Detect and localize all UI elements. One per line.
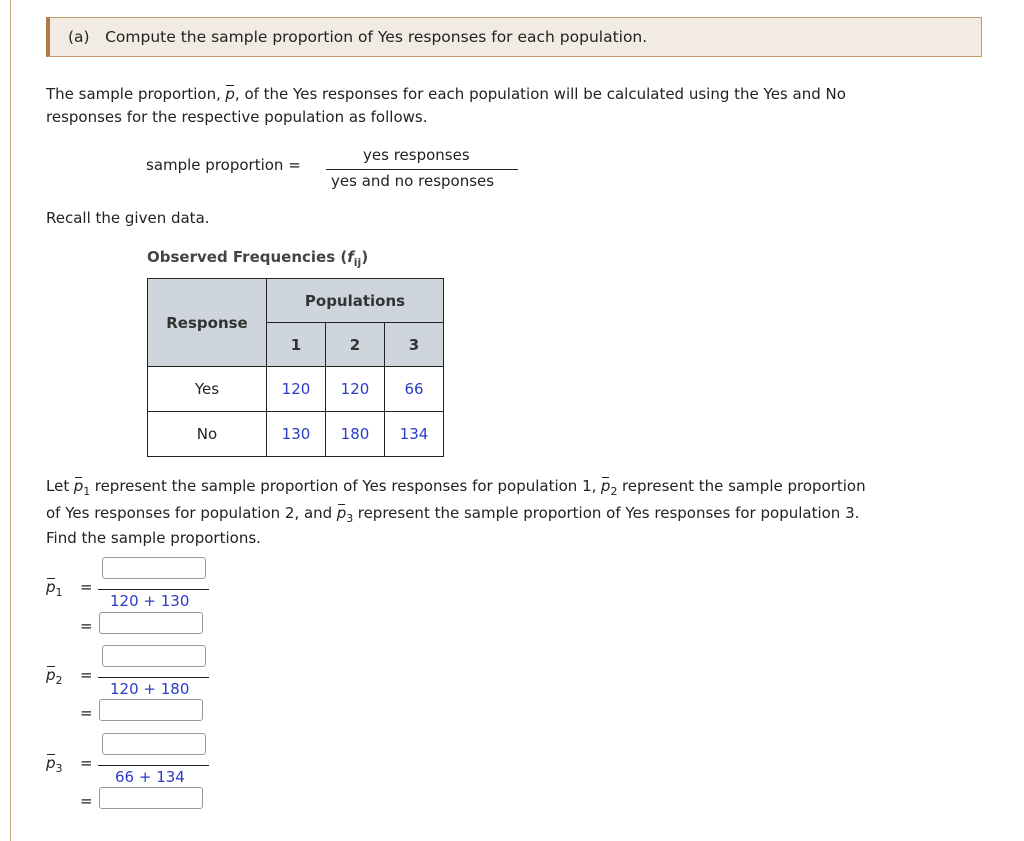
intro-text-b: , of the Yes responses for each population will be calculated using the Yes and No: [234, 85, 846, 103]
equals-sign: =: [80, 666, 93, 684]
p-subscript: 1: [55, 586, 63, 599]
column-header: 2: [326, 323, 385, 367]
p3-result-input[interactable]: [99, 787, 203, 809]
row-label: Yes: [148, 367, 267, 412]
part-label: (a): [68, 28, 90, 46]
cell: 120: [267, 367, 326, 412]
p3-denominator: 66 + 134: [115, 768, 185, 786]
populations-header: Populations: [267, 279, 444, 323]
fraction-line: [98, 589, 209, 590]
row-label: No: [148, 412, 267, 457]
cell: 130: [267, 412, 326, 457]
p-bar-symbol: p: [46, 666, 56, 684]
p-subscript: 2: [55, 674, 63, 687]
fraction-line: [98, 677, 209, 678]
p-bar-symbol: p: [46, 754, 56, 772]
p3-label: [46, 753, 63, 775]
equals-sign: =: [80, 754, 93, 772]
table-row: [148, 367, 444, 412]
p-bar-symbol: p: [336, 504, 347, 522]
cell: 66: [385, 367, 444, 412]
p-bar-symbol: p: [225, 85, 235, 103]
let-line-3: Find the sample proportions.: [46, 529, 261, 547]
table-row: [148, 412, 444, 457]
equals-sign: =: [80, 704, 93, 722]
p-bar-symbol: p: [73, 477, 84, 495]
page-frame: [10, 0, 11, 841]
equals-sign: =: [80, 578, 93, 596]
header-row: [68, 27, 647, 47]
equals-sign: =: [80, 792, 93, 810]
equals-sign: =: [80, 617, 93, 635]
fraction-line: [326, 169, 518, 170]
p-bar-symbol: p: [46, 578, 56, 596]
observed-frequencies-table: [147, 278, 444, 457]
p1-result-input[interactable]: [99, 612, 203, 634]
table-title: [147, 247, 368, 269]
p1-denominator: 120 + 130: [110, 592, 190, 610]
p-subscript: 2: [610, 485, 618, 498]
column-header: 3: [385, 323, 444, 367]
p2-denominator: 120 + 180: [110, 680, 190, 698]
p-bar-symbol: p: [600, 477, 611, 495]
let-text-a: Let: [46, 477, 70, 495]
let-text-c: represent the sample proportion: [621, 477, 866, 495]
table-title-sub: ij: [353, 256, 362, 269]
p2-numerator-input[interactable]: [102, 645, 206, 667]
p2-result-input[interactable]: [99, 699, 203, 721]
formula-numerator: yes responses: [363, 146, 470, 164]
response-header: Response: [148, 279, 267, 367]
intro-line-2: responses for the respective population as follows.: [46, 108, 428, 126]
fraction-line: [98, 765, 209, 766]
part-title: Compute the sample proportion of Yes responses for each population.: [105, 28, 648, 46]
cell: 180: [326, 412, 385, 457]
column-header: 1: [267, 323, 326, 367]
table-title-var: f: [347, 248, 354, 266]
p1-numerator-input[interactable]: [102, 557, 206, 579]
p2-label: [46, 665, 63, 687]
let-line-2: [46, 503, 859, 525]
table-title-text: Observed Frequencies (: [147, 248, 348, 266]
part-a-header: [46, 17, 982, 57]
p-subscript: 1: [83, 485, 91, 498]
cell: 134: [385, 412, 444, 457]
let-line-1: [46, 476, 866, 498]
p-subscript: 3: [346, 512, 354, 525]
formula-lhs: sample proportion =: [146, 156, 301, 174]
recall-text: Recall the given data.: [46, 209, 210, 227]
intro-text-a: The sample proportion,: [46, 85, 221, 103]
let-text-d: of Yes responses for population 2, and: [46, 504, 333, 522]
table-title-end: ): [361, 248, 369, 266]
p3-numerator-input[interactable]: [102, 733, 206, 755]
cell: 120: [326, 367, 385, 412]
let-text-e: represent the sample proportion of Yes responses for population 3.: [357, 504, 860, 522]
p1-label: [46, 577, 63, 599]
formula-denominator: yes and no responses: [331, 172, 495, 190]
p-subscript: 3: [55, 762, 63, 775]
let-text-b: represent the sample proportion of Yes responses for population 1,: [94, 477, 597, 495]
intro-line-1: [46, 84, 846, 104]
